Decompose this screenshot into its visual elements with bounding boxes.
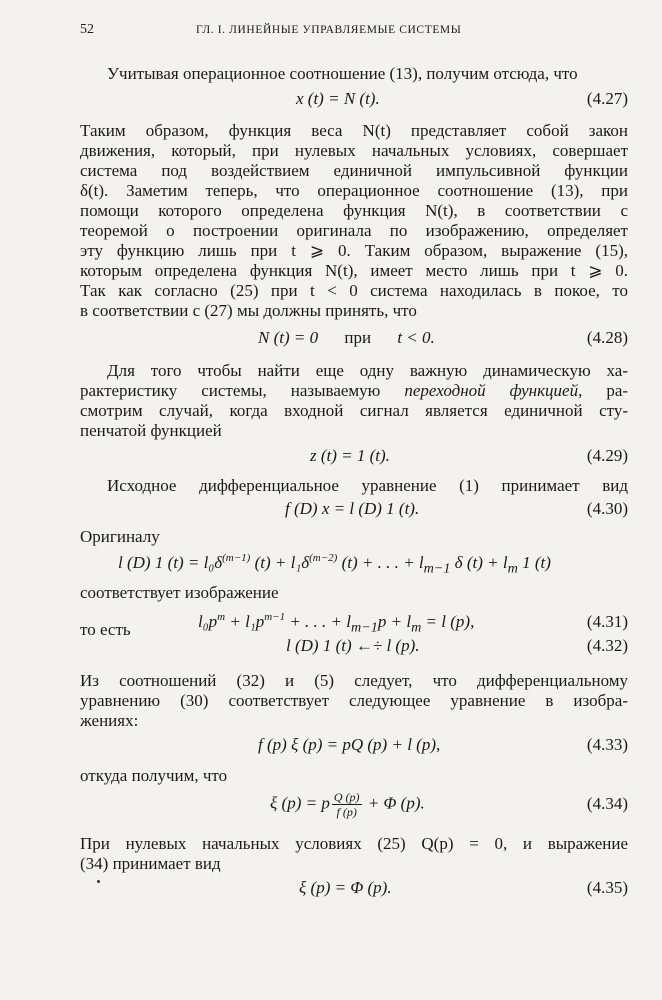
eq-part: δ (t) + l: [450, 553, 508, 572]
equation-4-32: l (D) 1 (t) ←÷ l (p).: [286, 636, 420, 655]
text-line: в соответствии с (27) мы должны принять, что: [80, 301, 417, 320]
equation-4-29: z (t) = 1 (t).: [310, 446, 390, 465]
eq-part: 1 (t): [517, 553, 551, 572]
text-line: которым определена функция N(t), имеет место лишь при t ⩾ 0.: [80, 261, 628, 280]
text-line: откуда получим, что: [80, 766, 228, 785]
page-header: [80, 22, 628, 42]
text-line: уравнению (30) соответствует следующее уравнение в изобра-: [80, 691, 628, 710]
page-number: 52: [80, 22, 94, 37]
text-line: Исходное дифференциальное уравнение (1) принимает вид: [107, 476, 628, 495]
equation-number: (4.32): [586, 636, 628, 655]
equation-number: (4.31): [586, 612, 628, 631]
text-line: соответствует изображение: [80, 583, 279, 602]
eq-part: p + l: [377, 612, 412, 631]
equation-number: (4.30): [586, 499, 628, 518]
equation-number: (4.28): [586, 328, 628, 347]
fraction-numerator: Q (p): [333, 790, 360, 804]
eq-part: = l (p),: [421, 612, 475, 631]
equation-number: (4.33): [586, 735, 628, 754]
eq-part: (t) + l₁δ: [250, 553, 310, 572]
text-line: Из соотношений (32) и (5) следует, что дифференциальному: [80, 671, 628, 690]
equation-number: (4.29): [586, 446, 628, 465]
text-line: Так как согласно (25) при t < 0 система находилась в покое, то: [80, 281, 628, 300]
equation-lhs: N (t) = 0: [258, 328, 319, 347]
equation-4-27: x (t) = N (t).: [296, 89, 380, 108]
text-line: эту функцию лишь при t ⩾ 0. Таким образом, выражение (15),: [80, 241, 628, 260]
equation-number: (4.35): [586, 878, 628, 897]
fraction-denominator: f (p): [336, 805, 357, 819]
text-line: Оригиналу: [80, 527, 160, 546]
equation-4-30: f (D) x = l (D) 1 (t).: [285, 499, 420, 518]
text-span: ра-: [606, 381, 629, 400]
equation-4-33: f (p) ξ (p) = pQ (p) + l (p),: [258, 735, 441, 754]
equation-rhs: t < 0.: [397, 328, 435, 347]
text-line: теоремой о построении оригинала по изображению, определяет: [80, 221, 628, 240]
text-line: (34) принимает вид: [80, 854, 221, 873]
eq-sup: m: [217, 611, 226, 623]
text-line: При нулевых начальных условиях (25) Q(p) = 0, и выражение: [80, 834, 628, 853]
text-line: Для того чтобы найти еще одну важную динамическую ха-: [107, 361, 628, 380]
text-span: рактеристику системы, называемую: [80, 381, 381, 400]
eq-part: (t) + . . . + l: [337, 553, 424, 572]
text-line: помощи которого определена функция N(t), в соответствии с: [80, 201, 628, 220]
text-line: смотрим случай, когда входной сигнал является единичной сту-: [80, 401, 628, 420]
text-line: δ(t). Заметим теперь, что операционное соотношение (13), при: [80, 181, 628, 200]
print-speck: [97, 880, 100, 883]
eq-part: l (D) 1 (t) = l₀δ: [118, 553, 223, 572]
equation-word: при: [344, 328, 372, 347]
equation-4-28: [258, 327, 435, 349]
text-line: система под воздействием единичной импульсивной функции: [80, 161, 628, 180]
eq-rhs: + Φ (p).: [363, 793, 425, 813]
text-line: Таким образом, функция веса N(t) представляет собой закон: [80, 121, 628, 140]
eq-lhs: ξ (p) = p: [270, 793, 330, 813]
text-line: [80, 381, 628, 401]
eq-sub: m−1: [423, 560, 451, 577]
eq-sub: m−1: [351, 619, 378, 636]
eq-sup: (m−2): [309, 552, 338, 564]
text-line: то есть: [80, 620, 131, 639]
running-title: ГЛ. I. ЛИНЕЙНЫЕ УПРАВЛЯЕМЫЕ СИСТЕМЫ: [196, 24, 462, 36]
equation-4-35: ξ (p) = Φ (p).: [299, 878, 392, 897]
eq-sub: m: [411, 619, 422, 636]
text-line: движения, который, при нулевых начальных условиях, совершает: [80, 141, 628, 160]
text-line: жениях:: [80, 711, 139, 730]
eq-part: + l₁p: [225, 612, 265, 631]
eq-sup: (m−1): [222, 552, 251, 564]
text-line: пенчатой функцией: [80, 421, 222, 440]
equation-4-34: [270, 790, 425, 819]
eq-sub: m: [507, 560, 518, 577]
eq-sup: m−1: [264, 611, 286, 623]
emphasis-term: переходной функцией,: [404, 381, 583, 400]
equation-number: (4.27): [586, 89, 628, 108]
text-line: Учитывая операционное соотношение (13), получим отсюда, что: [107, 64, 578, 83]
eq-part: l₀p: [198, 612, 218, 631]
equation-original: [118, 552, 551, 579]
fraction: [332, 790, 362, 819]
eq-part: + . . . + l: [285, 612, 351, 631]
equation-number: (4.34): [586, 794, 628, 813]
